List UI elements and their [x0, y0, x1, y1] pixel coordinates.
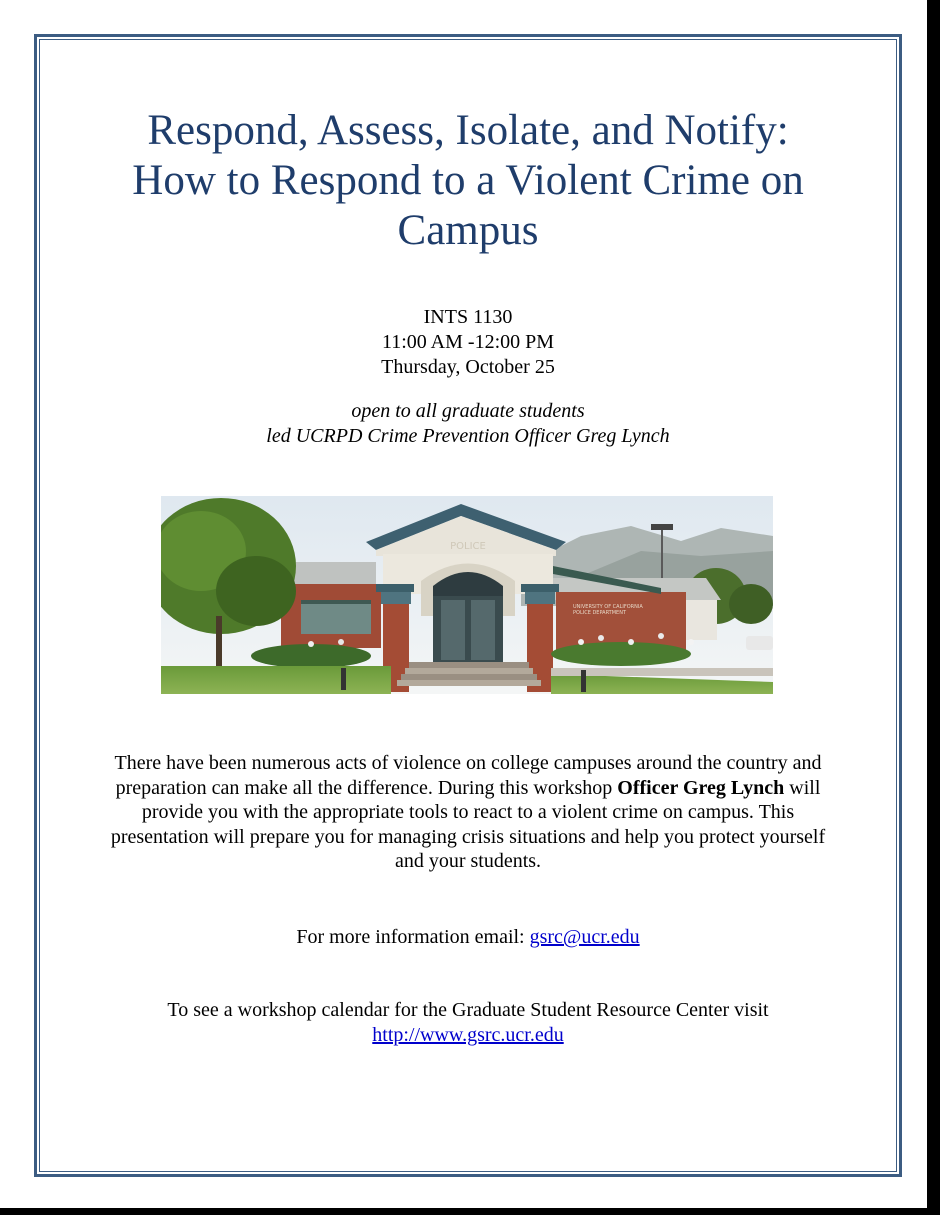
police-sign: POLICE [450, 541, 486, 552]
officer-name: Officer Greg Lynch [617, 776, 785, 799]
wall-text-2: POLICE DEPARTMENT [573, 610, 627, 616]
event-leader: led UCRPD Crime Prevention Officer Greg Lynch [266, 425, 670, 447]
page-shadow-right [927, 0, 940, 1215]
calendar-link[interactable]: http://www.gsrc.ucr.edu [372, 1024, 564, 1046]
workshop-description [100, 751, 836, 874]
email-link[interactable]: gsrc@ucr.edu [529, 926, 640, 948]
event-room: INTS 1130 [423, 306, 513, 328]
event-audience: open to all graduate students [351, 400, 585, 422]
calendar-line [40, 998, 896, 1048]
title-line-3: Campus [397, 207, 539, 254]
description-part-2: will provide you with the appropriate tools to react to a violent crime on campus. This presentation will prepare you for managing crisis situations and help you protect yourself and your students. [110, 776, 826, 873]
police-station-photo [161, 496, 773, 694]
description-part-1: There have been numerous acts of violence on college campuses around the country and preparation can make all the difference. During this workshop [114, 752, 822, 799]
page-shadow-bottom [0, 1208, 940, 1215]
email-label: For more information email: [296, 926, 530, 948]
event-details [40, 305, 896, 380]
flyer-title [40, 106, 896, 256]
contact-email-line [40, 925, 896, 950]
calendar-label: To see a workshop calendar for the Graduate Student Resource Center visit [167, 999, 769, 1021]
event-date: Thursday, October 25 [381, 356, 555, 378]
title-line-2: How to Respond to a Violent Crime on [132, 157, 804, 204]
event-time: 11:00 AM -12:00 PM [381, 331, 555, 353]
title-line-1: Respond, Assess, Isolate, and Notify: [147, 107, 789, 154]
event-audience-block [40, 399, 896, 449]
wall-text-1: UNIVERSITY OF CALIFORNIA [573, 604, 643, 610]
